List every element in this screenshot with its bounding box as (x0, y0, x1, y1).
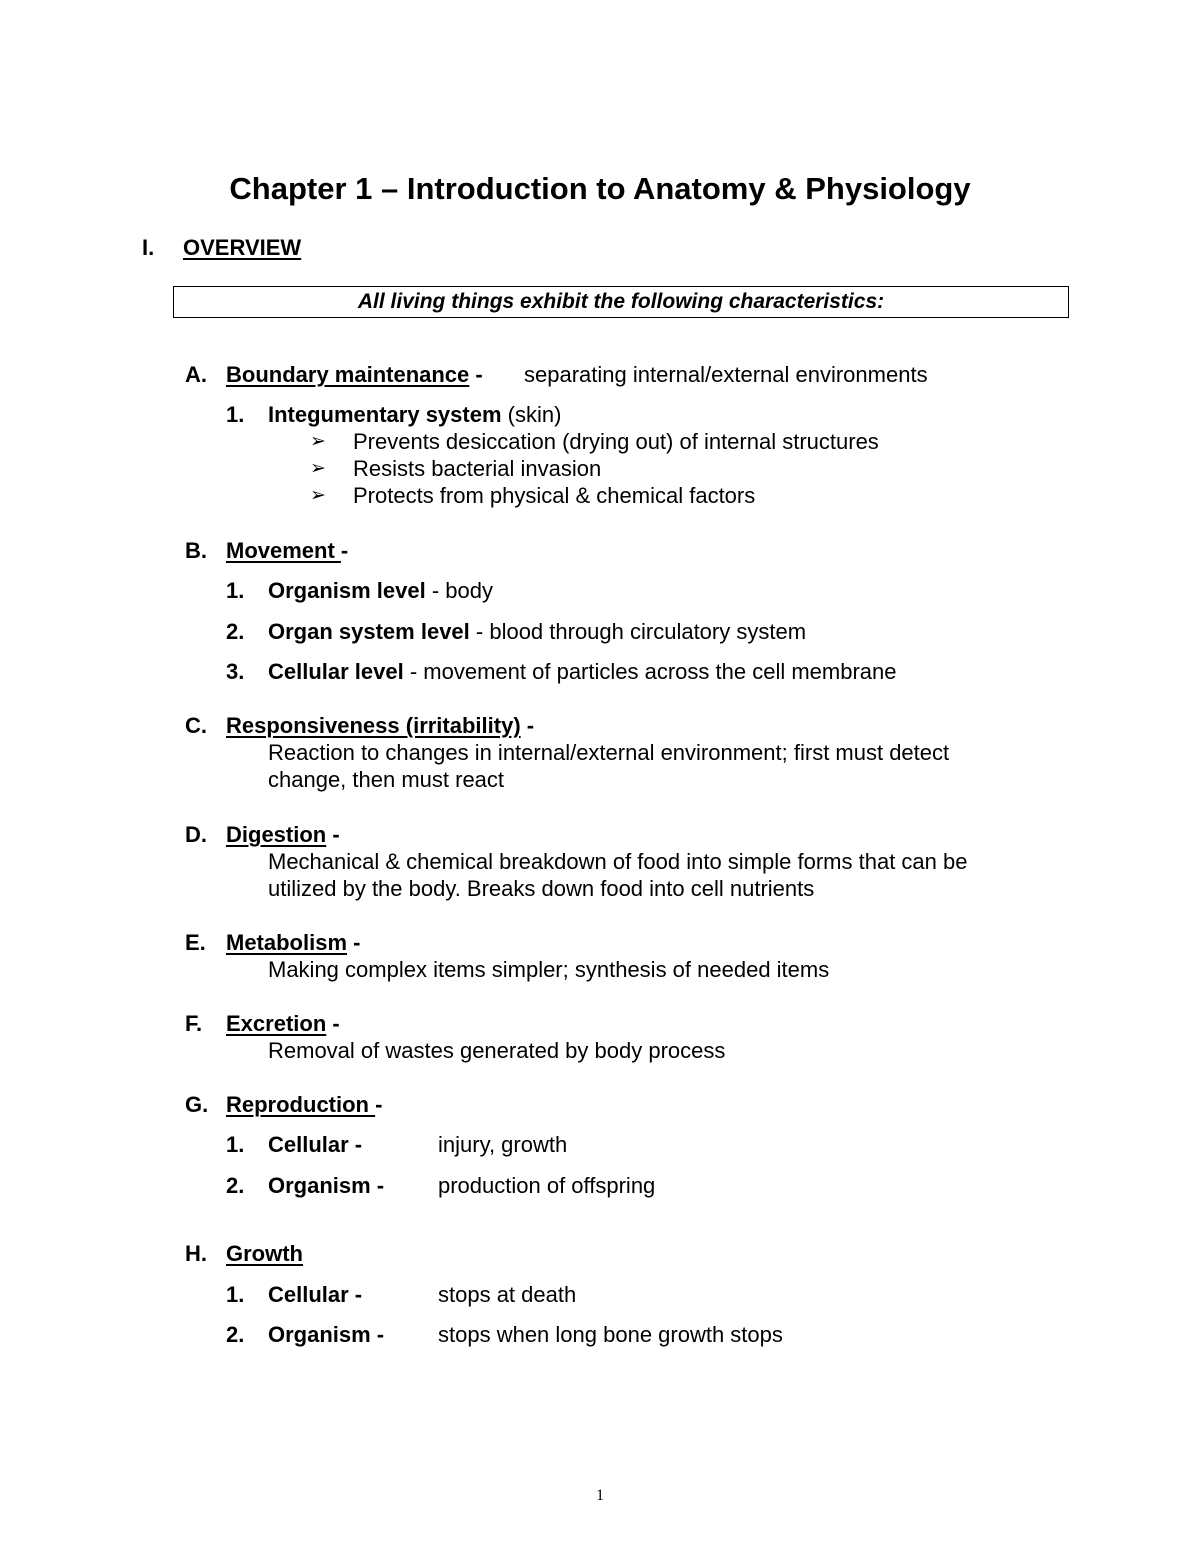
bullet-text: Prevents desiccation (drying out) of internal structures (353, 429, 879, 454)
sub-term: Cellular - (268, 1282, 363, 1307)
sub-number: 2. (226, 1322, 245, 1347)
item-dash: - (353, 930, 361, 955)
sub-term: Organism - (268, 1322, 385, 1347)
item-dash: - (526, 713, 535, 738)
item-heading-row (226, 362, 483, 388)
page-title: Chapter 1 – Introduction to Anatomy & Physiology (229, 171, 971, 206)
sub-number: 3. (226, 659, 245, 684)
item-heading-row (226, 538, 348, 564)
item-text-line: utilized by the body. Breaks down food into cell nutrients (268, 876, 815, 901)
sub-item (268, 402, 561, 428)
sub-rest: injury, growth (438, 1132, 568, 1157)
sub-term: Cellular - (268, 1132, 363, 1157)
sub-number: 1. (226, 1282, 245, 1307)
section-heading: OVERVIEW (183, 235, 302, 260)
item-text-line: Removal of wastes generated by body process (268, 1038, 726, 1063)
item-letter: G. (185, 1092, 209, 1117)
item-dash: - (332, 822, 340, 847)
sub-rest: (skin) (507, 402, 562, 427)
section-marker: I. (142, 235, 155, 260)
item-heading: Reproduction (226, 1092, 376, 1117)
sub-rest: stops when long bone growth stops (438, 1322, 783, 1347)
sub-term: Integumentary system (268, 402, 502, 427)
sub-rest: - body (425, 578, 494, 603)
item-heading: Responsiveness (irritability) (226, 713, 521, 738)
item-heading: Digestion (226, 822, 327, 847)
arrow-bullet-icon: ➢ (310, 431, 326, 452)
item-letter: H. (185, 1241, 207, 1266)
sub-rest: production of offspring (438, 1173, 656, 1198)
item-text-line: Making complex items simpler; synthesis of needed items (268, 957, 830, 982)
item-letter: A. (185, 362, 207, 387)
sub-number: 2. (226, 619, 245, 644)
sub-item (268, 578, 493, 604)
sub-rest: stops at death (438, 1282, 577, 1307)
page-number: 1 (596, 1487, 604, 1504)
item-letter: D. (185, 822, 207, 847)
sub-number: 1. (226, 578, 245, 603)
item-heading-row (226, 1092, 382, 1118)
item-dash: - (375, 1092, 383, 1117)
item-heading: Excretion (226, 1011, 327, 1036)
item-letter: E. (185, 930, 206, 955)
item-text-line: Reaction to changes in internal/external environment; first must detect (268, 740, 950, 765)
item-heading: Growth (226, 1241, 303, 1266)
item-heading: Boundary maintenance (226, 362, 470, 387)
bullet-text: Resists bacterial invasion (353, 456, 602, 481)
item-heading-row (226, 930, 360, 956)
sub-term: Cellular level (268, 659, 404, 684)
item-heading-row (226, 822, 340, 848)
item-heading: Movement (226, 538, 341, 563)
item-dash: - (332, 1011, 340, 1036)
sub-number: 1. (226, 1132, 245, 1157)
sub-term: Organ system level (268, 619, 470, 644)
item-heading-row (226, 1011, 340, 1037)
arrow-bullet-icon: ➢ (310, 485, 326, 506)
arrow-bullet-icon: ➢ (310, 458, 326, 479)
sub-item (268, 659, 897, 685)
item-text-line: change, then must react (268, 767, 505, 792)
item-text-line: Mechanical & chemical breakdown of food into simple forms that can be (268, 849, 968, 874)
item-letter: C. (185, 713, 207, 738)
callout-box (173, 286, 1069, 318)
bullet-text: Protects from physical & chemical factors (353, 483, 756, 508)
item-letter: B. (185, 538, 207, 563)
item-heading: Metabolism (226, 930, 348, 955)
sub-number: 1. (226, 402, 245, 427)
item-letter: F. (185, 1011, 203, 1036)
sub-term: Organism level (268, 578, 426, 603)
item-heading-row (226, 713, 534, 739)
sub-item (268, 619, 806, 645)
sub-term: Organism - (268, 1173, 385, 1198)
item-dash: - (340, 538, 349, 563)
sub-number: 2. (226, 1173, 245, 1198)
callout-text: All living things exhibit the following characteristics: (357, 290, 885, 313)
sub-rest: - movement of particles across the cell membrane (403, 659, 897, 684)
sub-rest: - blood through circulatory system (469, 619, 807, 644)
item-description: separating internal/external environments (524, 362, 928, 387)
item-dash: - (475, 362, 483, 387)
